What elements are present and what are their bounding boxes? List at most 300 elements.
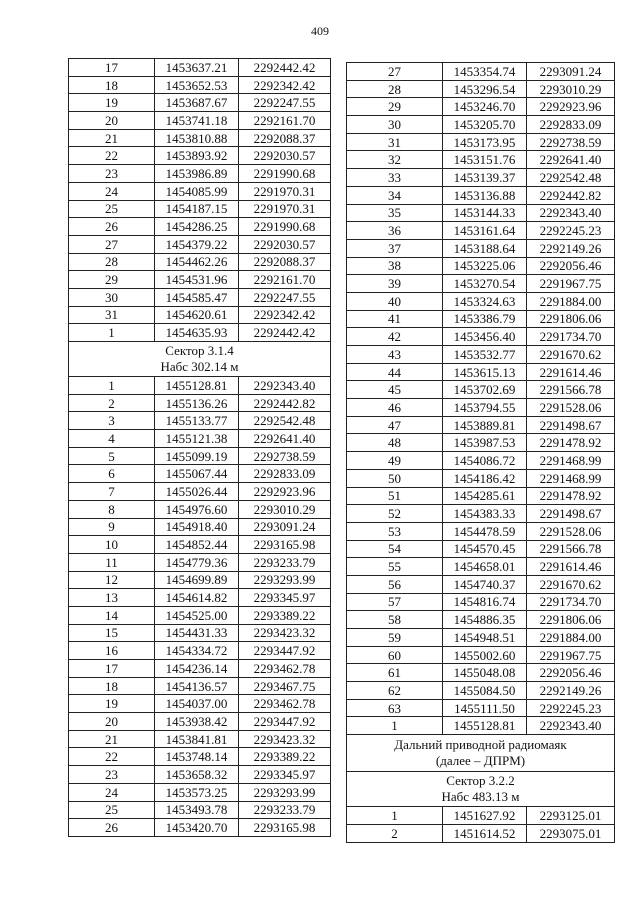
coordinate-y: 2293075.01 (527, 824, 615, 842)
coordinate-y: 2292442.82 (527, 186, 615, 204)
coordinate-x: 1454658.01 (443, 558, 527, 576)
coordinate-x: 1453702.69 (443, 381, 527, 399)
coordinate-x: 1455121.38 (155, 430, 239, 448)
coordinate-y: 2293293.99 (239, 571, 331, 589)
table-row (347, 63, 615, 81)
coordinate-x: 1455136.26 (155, 394, 239, 412)
coordinate-y: 2292149.26 (527, 682, 615, 700)
coordinate-x: 1454236.14 (155, 660, 239, 678)
point-number: 1 (69, 324, 155, 342)
coordinate-x: 1455133.77 (155, 412, 239, 430)
point-number: 27 (347, 63, 443, 81)
point-number: 33 (347, 169, 443, 187)
coordinate-x: 1454478.59 (443, 522, 527, 540)
table-row (347, 717, 615, 735)
point-number: 41 (347, 310, 443, 328)
coordinate-x: 1454918.40 (155, 518, 239, 536)
coordinate-y: 2292149.26 (527, 239, 615, 257)
coordinate-y: 2291990.68 (239, 218, 331, 236)
coordinate-x: 1454186.42 (443, 469, 527, 487)
coordinate-y: 2291806.06 (527, 310, 615, 328)
table-row (69, 59, 331, 77)
point-number: 30 (69, 288, 155, 306)
table-row (347, 257, 615, 275)
coordinate-x: 1453354.74 (443, 63, 527, 81)
point-number: 32 (347, 151, 443, 169)
table-row (347, 204, 615, 222)
coordinate-y: 2292247.55 (239, 94, 331, 112)
coordinate-x: 1454976.60 (155, 500, 239, 518)
table-row (347, 646, 615, 664)
coordinate-y: 2291566.78 (527, 381, 615, 399)
coordinate-x: 1453532.77 (443, 346, 527, 364)
table-row (347, 239, 615, 257)
point-number: 23 (69, 766, 155, 784)
coordinate-y: 2293125.01 (527, 807, 615, 825)
table-row (69, 235, 331, 253)
table-row (347, 452, 615, 470)
coordinate-x: 1454740.37 (443, 575, 527, 593)
section-header-line: Сектор 3.2.2 (446, 772, 515, 788)
table-row (347, 222, 615, 240)
point-number: 18 (69, 677, 155, 695)
table-row (347, 434, 615, 452)
table-row (69, 819, 331, 837)
point-number: 43 (347, 346, 443, 364)
point-number: 56 (347, 575, 443, 593)
table-row (69, 165, 331, 183)
coordinate-x: 1453151.76 (443, 151, 527, 169)
point-number: 28 (69, 253, 155, 271)
coordinate-y: 2292442.42 (239, 59, 331, 77)
coordinate-x: 1454779.36 (155, 553, 239, 571)
point-number: 28 (347, 80, 443, 98)
table-row (69, 76, 331, 94)
point-number: 15 (69, 624, 155, 642)
section-header-line: Дальний приводной радиомаяк (394, 736, 567, 752)
coordinate-x: 1454886.35 (443, 611, 527, 629)
coordinate-y: 2292245.23 (527, 699, 615, 717)
coordinate-x: 1454699.89 (155, 571, 239, 589)
coordinate-y: 2292056.46 (527, 257, 615, 275)
coordinate-x: 1453493.78 (155, 801, 239, 819)
coordinate-y: 2293345.97 (239, 589, 331, 607)
point-number: 25 (69, 200, 155, 218)
coordinate-x: 1453658.32 (155, 766, 239, 784)
table-row (69, 147, 331, 165)
coordinate-x: 1453810.88 (155, 129, 239, 147)
coordinate-x: 1453324.63 (443, 292, 527, 310)
coordinate-x: 1454379.22 (155, 235, 239, 253)
coordinate-y: 2291970.31 (239, 200, 331, 218)
coordinate-x: 1453246.70 (443, 98, 527, 116)
coordinate-y: 2293389.22 (239, 606, 331, 624)
coordinate-y: 2292641.40 (527, 151, 615, 169)
coordinate-y: 2291734.70 (527, 593, 615, 611)
coordinate-x: 1453615.13 (443, 363, 527, 381)
point-number: 34 (347, 186, 443, 204)
coordinates-table-left (68, 58, 331, 837)
table-row (347, 292, 615, 310)
table-row (347, 629, 615, 647)
table-row (347, 151, 615, 169)
coordinate-x: 1453841.81 (155, 730, 239, 748)
point-number: 25 (69, 801, 155, 819)
table-row (347, 169, 615, 187)
point-number: 21 (69, 730, 155, 748)
coordinate-x: 1453652.53 (155, 76, 239, 94)
coordinates-table-right (346, 62, 615, 843)
table-row (347, 593, 615, 611)
table-row (347, 807, 615, 825)
point-number: 50 (347, 469, 443, 487)
coordinate-x: 1453386.79 (443, 310, 527, 328)
coordinate-y: 2293233.79 (239, 553, 331, 571)
table-row (69, 288, 331, 306)
coordinate-x: 1454383.33 (443, 505, 527, 523)
table-row (69, 783, 331, 801)
coordinate-y: 2293010.29 (527, 80, 615, 98)
point-number: 48 (347, 434, 443, 452)
coordinate-x: 1454285.61 (443, 487, 527, 505)
section-header-line: Сектор 3.1.4 (165, 342, 234, 358)
point-number: 2 (347, 824, 443, 842)
point-number: 37 (347, 239, 443, 257)
table-row (69, 801, 331, 819)
point-number: 7 (69, 483, 155, 501)
coordinate-x: 1453161.64 (443, 222, 527, 240)
table-row (347, 540, 615, 558)
coordinate-x: 1454085.99 (155, 182, 239, 200)
point-number: 59 (347, 629, 443, 647)
coordinate-x: 1453173.95 (443, 133, 527, 151)
point-number: 62 (347, 682, 443, 700)
coordinate-x: 1455099.19 (155, 447, 239, 465)
coordinate-x: 1453741.18 (155, 112, 239, 130)
coordinate-y: 2293467.75 (239, 677, 331, 695)
coordinate-x: 1454037.00 (155, 695, 239, 713)
coordinate-y: 2293447.92 (239, 713, 331, 731)
table-row (347, 275, 615, 293)
point-number: 11 (69, 553, 155, 571)
point-number: 22 (69, 147, 155, 165)
coordinate-y: 2293165.98 (239, 536, 331, 554)
coordinate-y: 2292088.37 (239, 253, 331, 271)
table-row (69, 94, 331, 112)
section-header-line: Набс 483.13 м (441, 789, 520, 805)
coordinate-x: 1453136.88 (443, 186, 527, 204)
coordinate-x: 1454187.15 (155, 200, 239, 218)
table-row (347, 575, 615, 593)
table-row (69, 182, 331, 200)
table-row (347, 682, 615, 700)
point-number: 54 (347, 540, 443, 558)
coordinate-y: 2292738.59 (239, 447, 331, 465)
coordinate-x: 1454431.33 (155, 624, 239, 642)
coordinate-x: 1453794.55 (443, 399, 527, 417)
table-row (347, 381, 615, 399)
coordinate-y: 2291670.62 (527, 575, 615, 593)
point-number: 22 (69, 748, 155, 766)
table-row (347, 611, 615, 629)
coordinate-x: 1453748.14 (155, 748, 239, 766)
coordinate-y: 2291478.92 (527, 434, 615, 452)
coordinate-x: 1453270.54 (443, 275, 527, 293)
point-number: 52 (347, 505, 443, 523)
point-number: 4 (69, 430, 155, 448)
coordinate-x: 1454531.96 (155, 271, 239, 289)
coordinate-x: 1453139.37 (443, 169, 527, 187)
point-number: 1 (69, 377, 155, 395)
table-row (347, 80, 615, 98)
coordinate-x: 1453144.33 (443, 204, 527, 222)
coordinate-x: 1454614.82 (155, 589, 239, 607)
point-number: 26 (69, 819, 155, 837)
table-row (69, 500, 331, 518)
point-number: 57 (347, 593, 443, 611)
coordinate-y: 2291806.06 (527, 611, 615, 629)
coordinate-x: 1454525.00 (155, 606, 239, 624)
table-row (347, 399, 615, 417)
coordinate-x: 1454585.47 (155, 288, 239, 306)
coordinate-x: 1454948.51 (443, 629, 527, 647)
coordinate-y: 2292343.40 (527, 204, 615, 222)
table-row (347, 186, 615, 204)
coordinate-x: 1451627.92 (443, 807, 527, 825)
table-row (347, 98, 615, 116)
point-number: 46 (347, 399, 443, 417)
coordinate-y: 2293423.32 (239, 730, 331, 748)
coordinate-y: 2292030.57 (239, 147, 331, 165)
table-row (347, 664, 615, 682)
point-number: 61 (347, 664, 443, 682)
coordinate-y: 2291498.67 (527, 416, 615, 434)
point-number: 12 (69, 571, 155, 589)
coordinate-y: 2291498.67 (527, 505, 615, 523)
point-number: 29 (347, 98, 443, 116)
point-number: 24 (69, 182, 155, 200)
coordinate-x: 1454570.45 (443, 540, 527, 558)
point-number: 51 (347, 487, 443, 505)
point-number: 39 (347, 275, 443, 293)
table-row (69, 606, 331, 624)
point-number: 19 (69, 94, 155, 112)
coordinate-y: 2293091.24 (527, 63, 615, 81)
coordinate-y: 2292923.96 (239, 483, 331, 501)
table-row (347, 363, 615, 381)
table-row (69, 129, 331, 147)
coordinate-x: 1455084.50 (443, 682, 527, 700)
coordinate-x: 1453420.70 (155, 819, 239, 837)
table-row (347, 116, 615, 134)
point-number: 45 (347, 381, 443, 399)
coordinate-y: 2293447.92 (239, 642, 331, 660)
coordinate-x: 1454462.26 (155, 253, 239, 271)
coordinate-x: 1453456.40 (443, 328, 527, 346)
table-row (69, 713, 331, 731)
table-row (69, 553, 331, 571)
coordinate-y: 2293293.99 (239, 783, 331, 801)
table-row (69, 677, 331, 695)
sector-header (69, 342, 331, 377)
coordinate-y: 2292343.40 (527, 717, 615, 735)
table-row (69, 624, 331, 642)
table-row (347, 505, 615, 523)
point-number: 24 (69, 783, 155, 801)
point-number: 35 (347, 204, 443, 222)
point-number: 47 (347, 416, 443, 434)
coordinate-y: 2292030.57 (239, 235, 331, 253)
table-row (69, 660, 331, 678)
point-number: 3 (69, 412, 155, 430)
coordinate-y: 2291990.68 (239, 165, 331, 183)
coordinate-y: 2291468.99 (527, 452, 615, 470)
point-number: 31 (347, 133, 443, 151)
coordinate-y: 2291528.06 (527, 399, 615, 417)
coordinate-y: 2292833.09 (527, 116, 615, 134)
table-row (69, 253, 331, 271)
table-row (347, 699, 615, 717)
coordinate-x: 1453573.25 (155, 783, 239, 801)
coordinate-x: 1455048.08 (443, 664, 527, 682)
coordinate-x: 1453188.64 (443, 239, 527, 257)
point-number: 23 (69, 165, 155, 183)
point-number: 31 (69, 306, 155, 324)
point-number: 14 (69, 606, 155, 624)
coordinate-y: 2293462.78 (239, 695, 331, 713)
point-number: 29 (69, 271, 155, 289)
table-row (347, 487, 615, 505)
coordinate-y: 2291967.75 (527, 646, 615, 664)
coordinate-y: 2293345.97 (239, 766, 331, 784)
point-number: 20 (69, 112, 155, 130)
coordinate-y: 2291734.70 (527, 328, 615, 346)
table-row (347, 310, 615, 328)
point-number: 30 (347, 116, 443, 134)
coordinate-y: 2291468.99 (527, 469, 615, 487)
point-number: 16 (69, 642, 155, 660)
coordinate-y: 2291478.92 (527, 487, 615, 505)
table-row (69, 394, 331, 412)
point-number: 8 (69, 500, 155, 518)
page-number: 409 (311, 24, 329, 38)
coordinate-y: 2292343.40 (239, 377, 331, 395)
sector-header-cell (347, 772, 615, 807)
section-header-line: Набс 302.14 м (160, 359, 239, 374)
point-number: 55 (347, 558, 443, 576)
table-row (69, 536, 331, 554)
coordinate-y: 2291967.75 (527, 275, 615, 293)
table-row (69, 642, 331, 660)
coordinate-x: 1453687.67 (155, 94, 239, 112)
point-number: 53 (347, 522, 443, 540)
coordinate-x: 1454620.61 (155, 306, 239, 324)
coordinate-y: 2291970.31 (239, 182, 331, 200)
point-number: 58 (347, 611, 443, 629)
table-row (69, 730, 331, 748)
coordinate-y: 2292738.59 (527, 133, 615, 151)
coordinate-x: 1455067.44 (155, 465, 239, 483)
sector-header-cell (69, 342, 331, 377)
point-number: 17 (69, 59, 155, 77)
coordinate-x: 1454852.44 (155, 536, 239, 554)
table-row (69, 324, 331, 342)
coordinate-y: 2293010.29 (239, 500, 331, 518)
coordinate-y: 2292923.96 (527, 98, 615, 116)
table-row (347, 346, 615, 364)
table-row (69, 412, 331, 430)
coordinate-y: 2293233.79 (239, 801, 331, 819)
table-row (69, 112, 331, 130)
table-row (69, 200, 331, 218)
coordinate-x: 1453986.89 (155, 165, 239, 183)
point-number: 40 (347, 292, 443, 310)
point-number: 20 (69, 713, 155, 731)
coordinate-x: 1455111.50 (443, 699, 527, 717)
coordinate-x: 1453893.92 (155, 147, 239, 165)
coordinate-x: 1455128.81 (155, 377, 239, 395)
coordinate-x: 1453938.42 (155, 713, 239, 731)
coordinate-y: 2292442.82 (239, 394, 331, 412)
coordinate-y: 2293423.32 (239, 624, 331, 642)
table-row (69, 377, 331, 395)
coordinate-y: 2291566.78 (527, 540, 615, 558)
point-number: 1 (347, 717, 443, 735)
coordinate-x: 1455026.44 (155, 483, 239, 501)
coordinate-y: 2291614.46 (527, 363, 615, 381)
table-row (69, 306, 331, 324)
section-header-line: (далее – ДПРМ) (435, 753, 526, 769)
coordinate-x: 1454334.72 (155, 642, 239, 660)
coordinate-y: 2292342.42 (239, 306, 331, 324)
coordinate-y: 2292245.23 (527, 222, 615, 240)
coordinate-y: 2292247.55 (239, 288, 331, 306)
table-row (347, 522, 615, 540)
point-number: 63 (347, 699, 443, 717)
point-number: 5 (69, 447, 155, 465)
coordinate-x: 1454086.72 (443, 452, 527, 470)
coordinate-y: 2292641.40 (239, 430, 331, 448)
coordinate-y: 2292833.09 (239, 465, 331, 483)
coordinate-y: 2292342.42 (239, 76, 331, 94)
coordinate-x: 1453987.53 (443, 434, 527, 452)
coordinate-y: 2291528.06 (527, 522, 615, 540)
point-number: 38 (347, 257, 443, 275)
sector-header (347, 772, 615, 807)
table-row (347, 133, 615, 151)
coordinate-y: 2292442.42 (239, 324, 331, 342)
coordinate-x: 1453889.81 (443, 416, 527, 434)
coordinate-y: 2292542.48 (527, 169, 615, 187)
coordinate-x: 1455002.60 (443, 646, 527, 664)
table-row (69, 465, 331, 483)
coordinate-x: 1451614.52 (443, 824, 527, 842)
table-row (69, 748, 331, 766)
point-number: 60 (347, 646, 443, 664)
coordinate-y: 2292088.37 (239, 129, 331, 147)
table-row (69, 218, 331, 236)
coordinate-y: 2291614.46 (527, 558, 615, 576)
point-number: 9 (69, 518, 155, 536)
dprm-header (347, 735, 615, 772)
coordinate-y: 2291670.62 (527, 346, 615, 364)
table-row (69, 571, 331, 589)
point-number: 1 (347, 807, 443, 825)
coordinate-x: 1454136.57 (155, 677, 239, 695)
table-row (69, 766, 331, 784)
table-row (69, 430, 331, 448)
coordinate-x: 1454816.74 (443, 593, 527, 611)
